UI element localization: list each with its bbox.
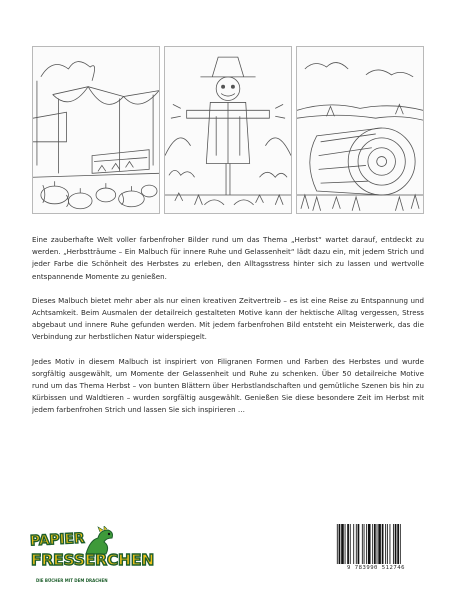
barcode-bar — [374, 524, 376, 564]
back-cover-text — [32, 234, 424, 429]
barcode-bar — [397, 524, 399, 564]
barcode-bars — [336, 524, 418, 564]
paragraph-motifs: Jedes Motiv in diesem Malbuch ist inspiriert von Filigranen Formen und Farben des Herbstes und wurde sorgfältig ausgewählt, um Momente der Gelassenheit und Ruhe zu schenken. Über 50 detailreiche Motive rund um das Thema Herbst – von bunten Blättern über Herbstlandschaften und gemütliche Szenen bis hin zu Kürbissen und Waldtieren – wurden sorgfältig ausgewählt. Genießen Sie diese besondere Zeit im Herbst mit jedem farbenfrohen Strich und lassen Sie sich inspirieren … — [32, 356, 424, 415]
scarecrow-illustration — [164, 46, 292, 214]
publisher-name-line1: PAPIER — [29, 530, 85, 550]
barcode-bar — [345, 524, 346, 564]
barcode-bar — [382, 524, 384, 564]
barcode-bar — [368, 524, 371, 564]
barcode-bar — [372, 524, 373, 564]
barcode-bar — [385, 524, 386, 564]
barcode-bar — [356, 524, 357, 564]
barcode-bar — [350, 524, 351, 564]
barcode-bar — [339, 524, 341, 564]
publisher-tagline: DIE BÜCHER MIT DEM DRACHEN — [36, 578, 108, 583]
scarecrow-drawing — [165, 47, 291, 213]
isbn-barcode — [330, 520, 422, 578]
illustration-strip — [32, 46, 424, 214]
market-stall-drawing — [33, 47, 159, 213]
barcode-bar — [347, 524, 349, 564]
hay-bale-illustration — [296, 46, 424, 214]
barcode-bar — [341, 524, 344, 564]
barcode-bar — [353, 524, 354, 564]
paragraph-relaxation: Dieses Malbuch bietet mehr aber als nur einen kreativen Zeitvertreib – es ist eine Reise zu Entspannung und Achtsamkeit. Beim Ausmalen der detailreich gestalteten Motive kann der hektische Alltag vergessen, Stress abgebaut und innere Ruhe gefunden werden. Mit jedem farbenfrohen Bild entsteht ein Meisterwerk, das die Verbindung zur herbstlichen Natur widerspiegelt. — [32, 295, 424, 342]
barcode-digits: 9 783990 512746 — [346, 565, 406, 571]
publisher-logo — [28, 526, 154, 590]
barcode-bar — [390, 524, 391, 564]
barcode-bar — [378, 524, 381, 564]
publisher-name-line2: FRESSERCHEN — [31, 551, 154, 569]
barcode-bar — [395, 524, 397, 564]
barcode-bar — [337, 524, 338, 564]
barcode-bar — [358, 524, 360, 564]
barcode-bar — [366, 524, 367, 564]
barcode-bar — [377, 524, 378, 564]
barcode-bar — [393, 524, 394, 564]
market-stall-illustration — [32, 46, 160, 214]
barcode-bar — [362, 524, 363, 564]
barcode-bar — [387, 524, 388, 564]
paragraph-intro: Eine zauberhafte Welt voller farbenfroher Bilder rund um das Thema „Herbst“ wartet darauf, entdeckt zu werden. „Herbstträume – Ein Malbuch für innere Ruhe und Gelassenheit“ lädt dazu ein, mit jedem Strich und jeder Farbe die Schönheit des Herbstes zu erleben, den Alltagsstress hinter sich zu lassen und wertvolle entspannende Momente zu genießen. — [32, 235, 424, 281]
hay-bale-drawing — [297, 47, 423, 213]
barcode-bar — [364, 524, 365, 564]
barcode-bar — [400, 524, 401, 564]
